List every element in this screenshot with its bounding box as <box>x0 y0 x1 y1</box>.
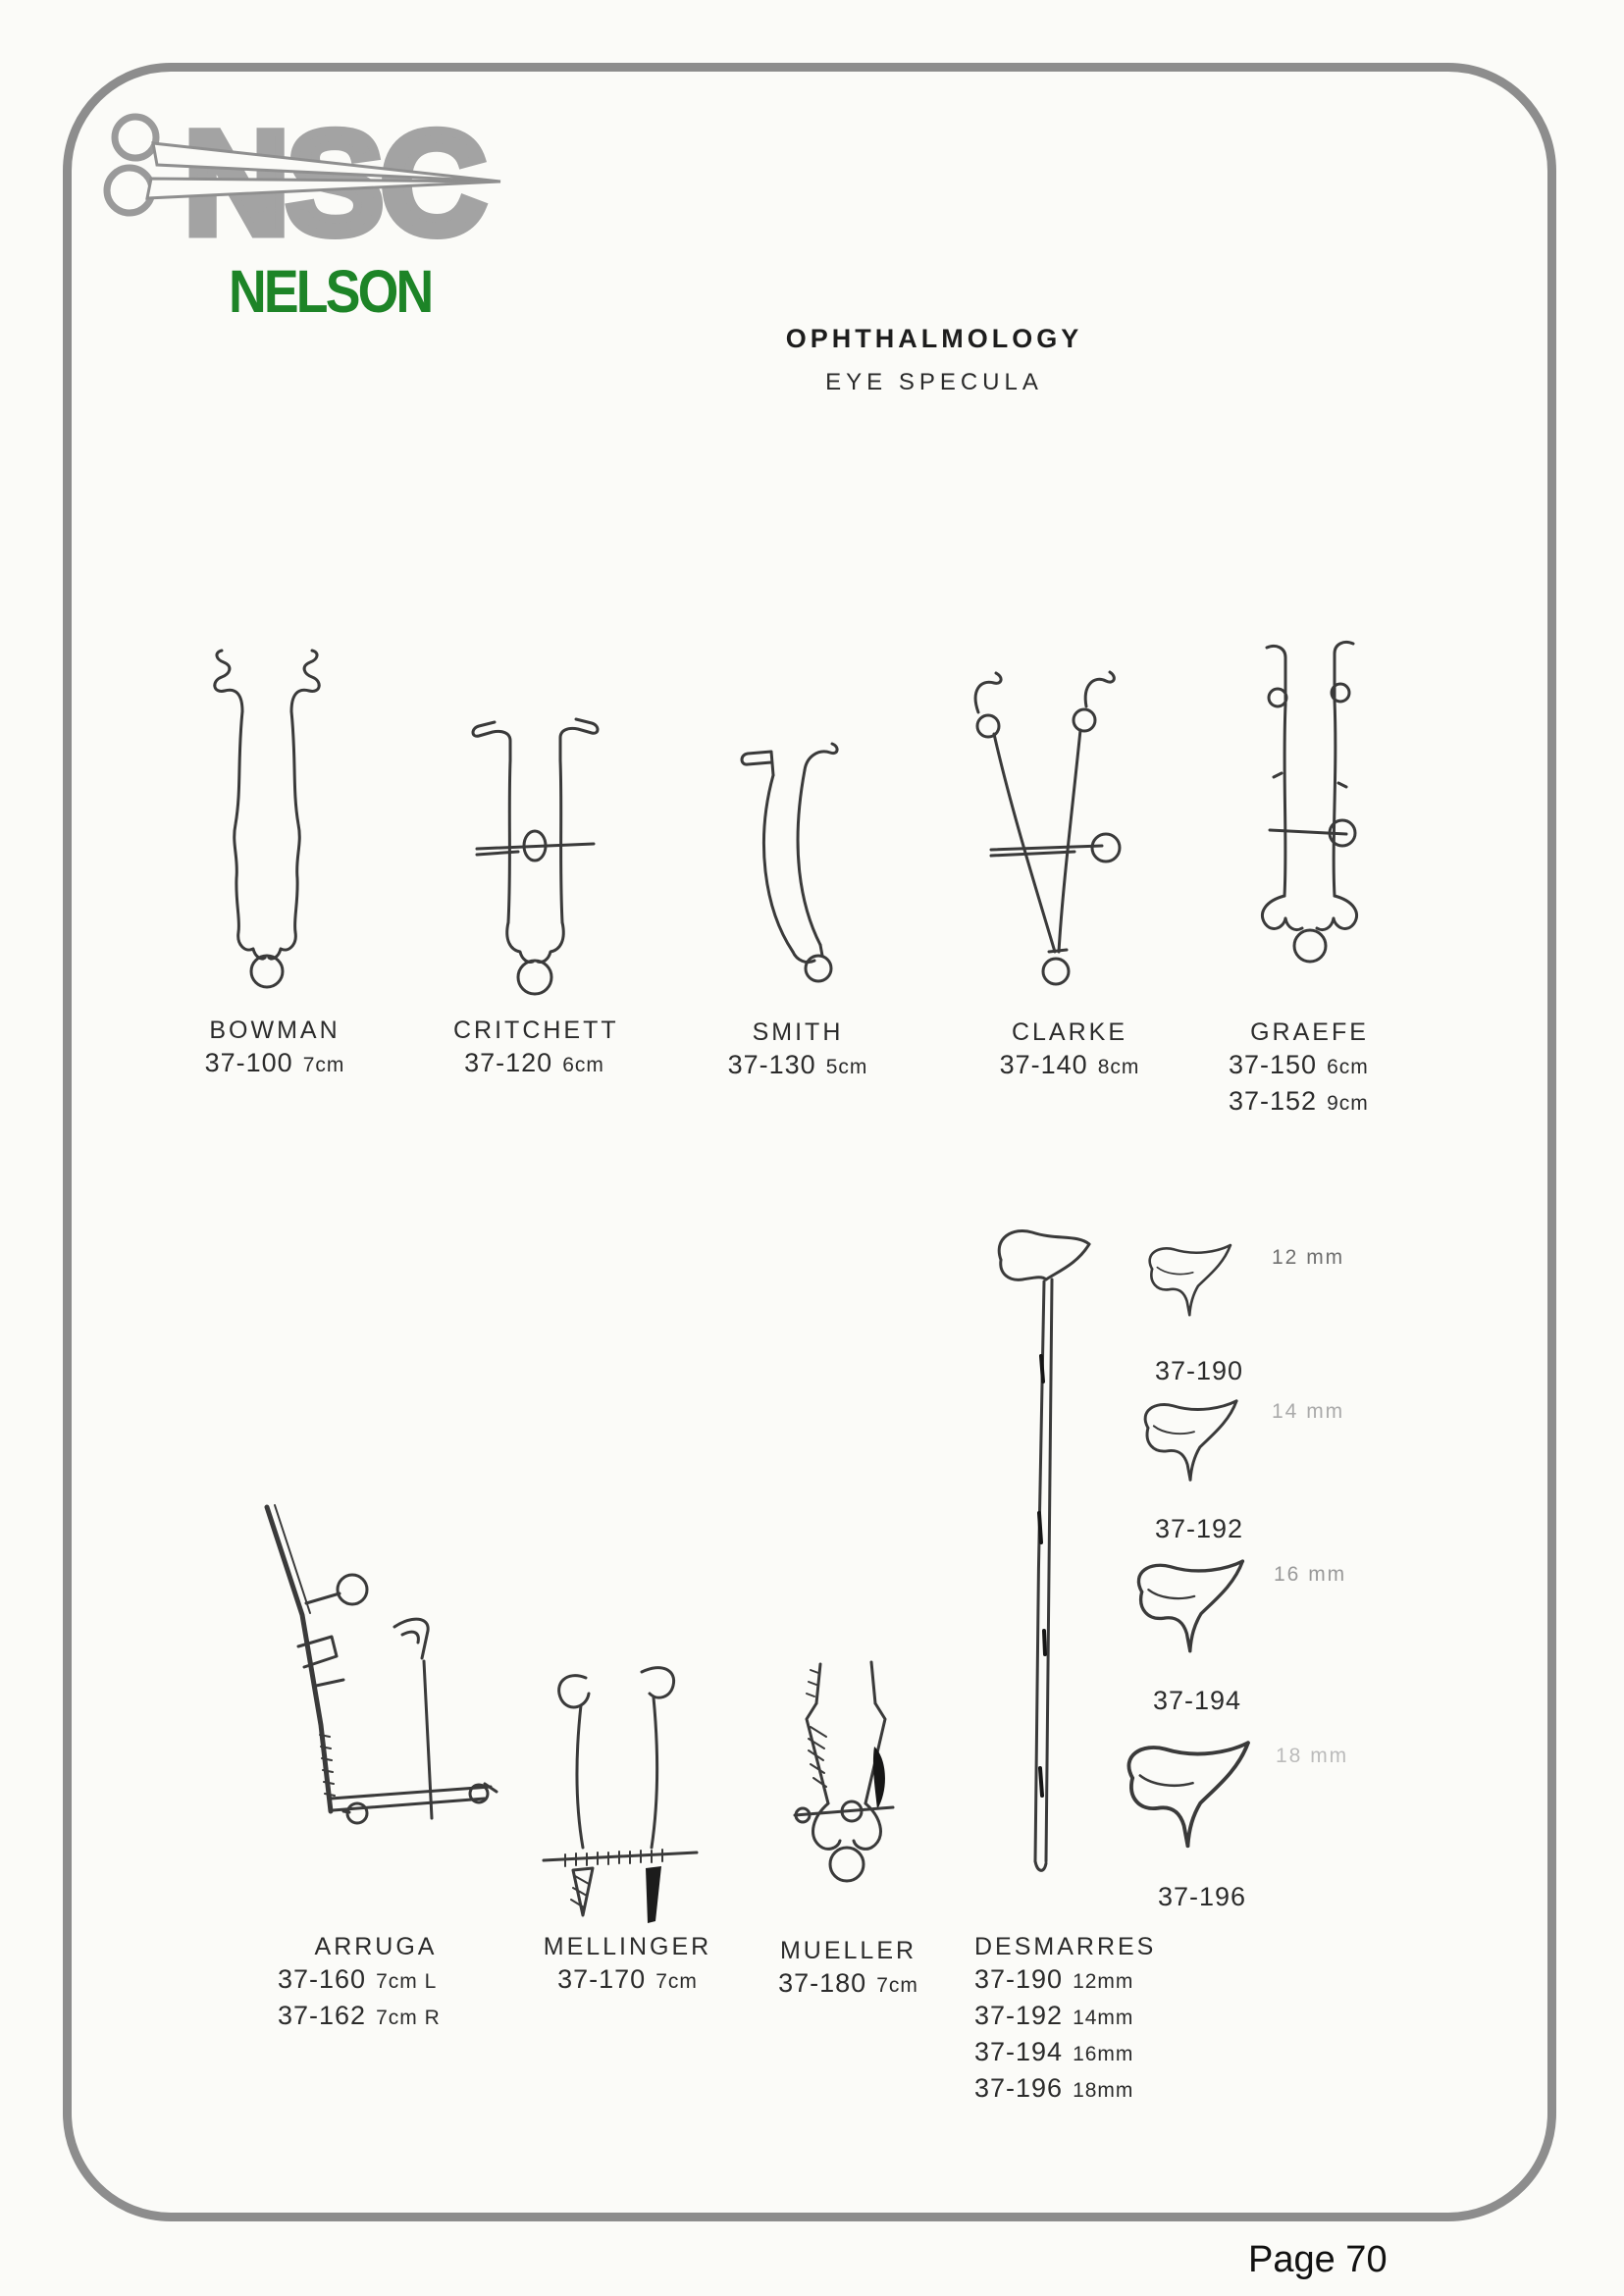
instrument-code-line: 37-196 18mm <box>974 2073 1134 2103</box>
brand-wordmark: NELSON <box>229 258 432 327</box>
desmarres-retractor-illustration <box>989 1219 1102 1915</box>
page-title: OPHTHALMOLOGY <box>785 324 1083 353</box>
tip-code-37-194: 37-194 <box>1152 1686 1242 1715</box>
mueller-label <box>767 1935 929 2004</box>
instrument-code-line: 37-160 7cm L <box>278 1964 438 1994</box>
clarke-speculum-illustration <box>937 636 1143 1023</box>
instrument-name: CLARKE <box>1011 1018 1128 1046</box>
desmarres-tip-18mm-illustration <box>1115 1733 1266 1858</box>
page-subtitle: EYE SPECULA <box>825 369 1043 395</box>
instrument-name: CRITCHETT <box>453 1017 619 1044</box>
tip-size-16mm: 16 mm <box>1274 1563 1347 1586</box>
graefe-speculum-illustration <box>1229 606 1390 1028</box>
bowman-label <box>201 1015 348 1083</box>
smith-label <box>724 1017 871 1085</box>
instrument-name: ARRUGA <box>314 1933 438 1960</box>
bowman-speculum-illustration <box>196 633 353 1011</box>
instrument-name: BOWMAN <box>209 1017 341 1044</box>
instrument-name: MELLINGER <box>543 1933 712 1960</box>
page-number: Page 70 <box>1248 2239 1388 2280</box>
instrument-code-line: 37-130 5cm <box>727 1050 868 1079</box>
instrument-code-line: 37-180 7cm <box>778 1968 918 1998</box>
tip-size-18mm: 18 mm <box>1276 1745 1349 1767</box>
tip-code-37-192: 37-192 <box>1154 1514 1244 1543</box>
tip-code-37-190: 37-190 <box>1154 1356 1244 1385</box>
arruga-label <box>278 1931 474 2036</box>
arruga-speculum-illustration <box>237 1499 502 1897</box>
desmarres-tip-14mm-illustration <box>1134 1393 1250 1489</box>
instrument-code-line: 37-162 7cm R <box>278 2001 441 2030</box>
instrument-name: SMITH <box>752 1018 844 1046</box>
instrument-code-line: 37-120 6cm <box>464 1048 604 1077</box>
mueller-speculum-illustration <box>773 1656 925 1916</box>
instrument-code-line: 37-100 7cm <box>204 1048 345 1077</box>
mellinger-speculum-illustration <box>532 1646 708 1921</box>
smith-speculum-illustration <box>728 721 870 1006</box>
desmarres-tip-12mm-illustration <box>1140 1238 1242 1324</box>
critchett-label <box>453 1015 619 1083</box>
instrument-code-line: 37-170 7cm <box>557 1964 698 1994</box>
instrument-name: GRAEFE <box>1250 1018 1369 1046</box>
tip-code-37-196: 37-196 <box>1157 1882 1247 1911</box>
instrument-name: DESMARRES <box>974 1933 1157 1960</box>
instrument-code-line: 37-150 6cm <box>1229 1050 1369 1079</box>
desmarres-tip-16mm-illustration <box>1126 1552 1258 1662</box>
mellinger-label <box>542 1931 713 2000</box>
graefe-label <box>1229 1017 1390 1122</box>
critchett-speculum-illustration <box>459 687 611 1011</box>
instrument-code-line: 37-194 16mm <box>974 2037 1134 2066</box>
clarke-label <box>991 1017 1148 1085</box>
instrument-code-line: 37-192 14mm <box>974 2001 1134 2030</box>
tip-size-12mm: 12 mm <box>1272 1246 1345 1269</box>
instrument-code-line: 37-190 12mm <box>974 1964 1134 1994</box>
tip-size-14mm: 14 mm <box>1272 1400 1345 1423</box>
desmarres-label <box>974 1931 1171 2109</box>
brand-logo <box>90 86 522 268</box>
instrument-name: MUELLER <box>779 1937 917 1964</box>
instrument-code-line: 37-140 8cm <box>999 1050 1140 1079</box>
instrument-code-line: 37-152 9cm <box>1229 1086 1369 1116</box>
